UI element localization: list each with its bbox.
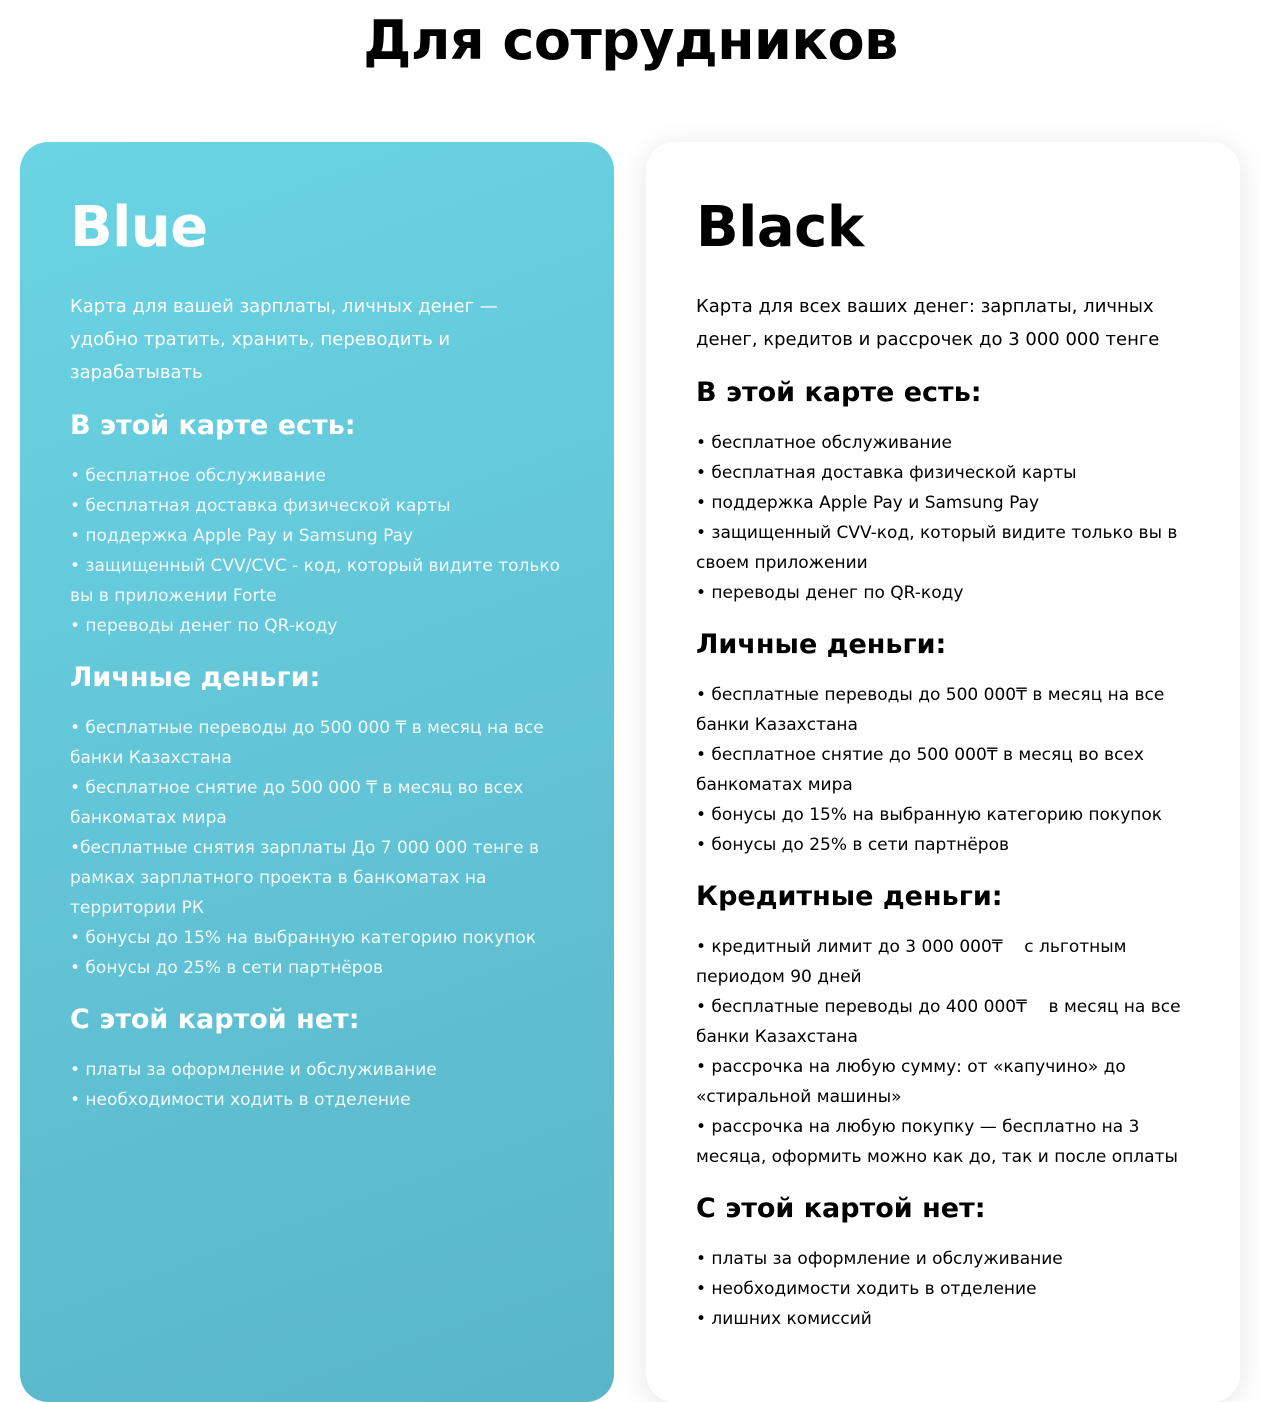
list-item: • необходимости ходить в отделение	[70, 1090, 411, 1110]
list-item: • платы за оформление и обслуживание	[70, 1060, 437, 1080]
list-item: • бесплатное обслуживание	[696, 433, 952, 453]
section-title-features: В этой карте есть:	[70, 410, 356, 441]
list-item: • бесплатное снятие до 500 000₸ в месяц во всех банкоматах мира	[696, 745, 1144, 795]
list-item: • защищенный CVV/CVC - код, который видите только вы в приложении Forte	[70, 556, 561, 606]
list-item: • лишних комиссий	[696, 1309, 872, 1329]
list-item: •бесплатные снятия зарплаты До 7 000 000 тенге в рамках зарплатного проекта в банкоматах на территории РК	[70, 838, 539, 918]
card-description: Карта для всех ваших денег: зарплаты, личных денег, кредитов и рассрочек до 3 000 000 тенге	[696, 296, 1160, 350]
card-description: Карта для вашей зарплаты, личных денег — удобно тратить, хранить, переводить и зарабатывать	[70, 296, 498, 383]
list-item: • бесплатные переводы до 400 000₸ в месяц на все банки Казахстана	[696, 997, 1186, 1047]
list-item: • переводы денег по QR-коду	[696, 583, 964, 603]
card-black[interactable]	[646, 142, 1240, 1402]
list-item: • поддержка Apple Pay и Samsung Pay	[696, 493, 1040, 513]
list-item: • бесплатное обслуживание	[70, 466, 326, 486]
card-title: Blue	[70, 195, 208, 260]
card-blue[interactable]	[20, 142, 614, 1402]
list-item: • платы за оформление и обслуживание	[696, 1249, 1063, 1269]
list-item: • бесплатное снятие до 500 000 ₸ в месяц во всех банкоматах мира	[70, 778, 524, 828]
page-title: Для сотрудников	[363, 9, 898, 72]
list-item: • бонусы до 25% в сети партнёров	[70, 958, 384, 978]
list-item: • бесплатная доставка физической карты	[696, 463, 1077, 483]
no-fees-list	[696, 1244, 1190, 1334]
section-title-credit-money: Кредитные деньги:	[696, 881, 1003, 912]
list-item: • защищенный CVV-код, который видите только вы в своем приложении	[696, 523, 1178, 573]
credit-money-list	[696, 932, 1190, 1172]
list-item: • необходимости ходить в отделение	[696, 1279, 1037, 1299]
card-title: Black	[696, 195, 864, 260]
section-title-personal-money: Личные деньги:	[696, 629, 947, 660]
list-item: • бесплатная доставка физической карты	[70, 496, 451, 516]
personal-money-list	[696, 680, 1190, 860]
list-item: • поддержка Apple Pay и Samsung Pay	[70, 526, 414, 546]
features-list	[696, 428, 1190, 608]
list-item: • бонусы до 25% в сети партнёров	[696, 835, 1010, 855]
list-item: • кредитный лимит до 3 000 000₸ с льготным периодом 90 дней	[696, 937, 1132, 987]
features-list	[70, 461, 564, 641]
list-item: • бонусы до 15% на выбранную категорию покупок	[70, 928, 537, 948]
no-fees-list	[70, 1055, 564, 1115]
list-item: • переводы денег по QR-коду	[70, 616, 338, 636]
section-title-features: В этой карте есть:	[696, 377, 982, 408]
list-item: • рассрочка на любую сумму: от «капучино» до «стиральной машины»	[696, 1057, 1126, 1107]
section-title-no-fees: С этой картой нет:	[696, 1193, 986, 1224]
list-item: • бесплатные переводы до 500 000₸ в месяц на все банки Казахстана	[696, 685, 1165, 735]
list-item: • бонусы до 15% на выбранную категорию покупок	[696, 805, 1163, 825]
section-title-no-fees: С этой картой нет:	[70, 1004, 360, 1035]
list-item: • рассрочка на любую покупку — бесплатно на 3 месяца, оформить можно как до, так и после оплаты	[696, 1117, 1178, 1167]
personal-money-list	[70, 713, 564, 983]
list-item: • бесплатные переводы до 500 000 ₸ в месяц на все банки Казахстана	[70, 718, 544, 768]
section-title-personal-money: Личные деньги:	[70, 662, 321, 693]
